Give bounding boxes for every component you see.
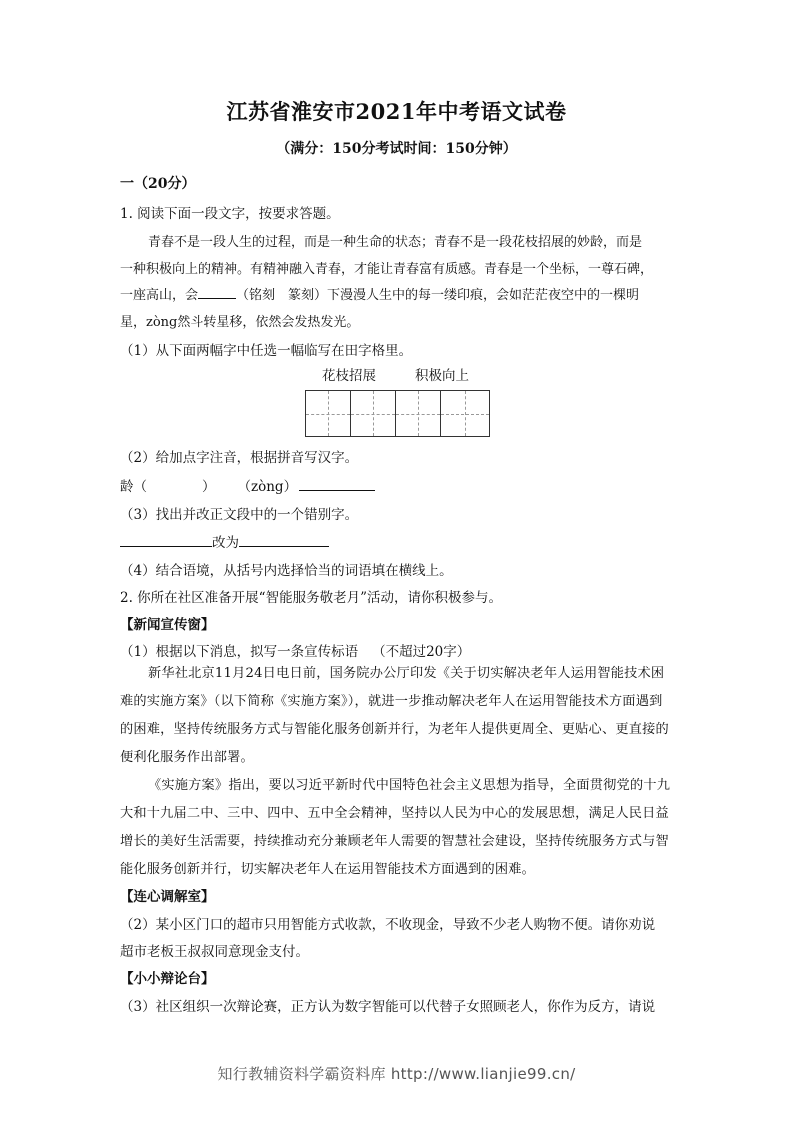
section-heading: 一（20分） (120, 176, 196, 192)
q1-para-line3 (120, 284, 639, 303)
exam-subtitle: （满分：150分考试时间：150分钟） (276, 141, 517, 157)
news-paragraph-1: 新华社北京11月24日电日前，国务院办公厅印发《关于切实解决老年人运用智能技术困难的实施方案》（以下简称《实施方案》），就进一步推动解决老年人在运用智能技术方面遇到的困难，坚持传统服务方式与智能化服务创新并行，为老年人提供更周全、更贴心、更直接的便利化服务作出部署。 (120, 666, 669, 765)
q1-sub1: （1）从下面两幅字中任选一幅临写在田字格里。 (120, 343, 413, 359)
q2-sub2-line1: （2）某小区门口的超市只用智能方式收款，不收现金，导致不少老人购物不便。请你劝说 (120, 917, 656, 933)
q2-sub1-b: （不超过20字） (372, 644, 471, 660)
wrong-char-blank[interactable] (120, 533, 212, 547)
q1-stem: 1. 阅读下面一段文字，按要求答题。 (120, 206, 340, 222)
tianzige-grid (305, 390, 490, 437)
correction-row (120, 531, 329, 551)
q2-stem: 2. 你所在社区准备开展“智能服务敬老月”活动，请你积极参与。 (120, 590, 502, 606)
zong-label: （zòng） (237, 479, 298, 495)
pinyin-row (120, 475, 375, 495)
tianzige-cell[interactable] (440, 390, 490, 437)
q1-sub4: （4）结合语境，从括号内选择恰当的词语填在横线上。 (120, 563, 453, 579)
q2-sub3: （3）社区组织一次辩论赛，正方认为数字智能可以代替子女照顾老人，你作为反方，请说 (120, 999, 656, 1015)
q1-para-line1: 青春不是一段人生的过程，而是一种生命的状态；青春不是一段花枝招展的妙龄，而是 (148, 235, 643, 250)
tianzige-cell[interactable] (350, 390, 396, 437)
q1-sub3: （3）找出并改正文段中的一个错别字。 (120, 507, 359, 523)
copy-text-1: 花枝招展 (322, 368, 376, 384)
zong-blank[interactable] (299, 477, 375, 491)
q2-sub1-a: （1）根据以下消息，拟写一条宣传标语 (120, 644, 359, 660)
correct-char-blank[interactable] (239, 533, 329, 547)
q2-sub1 (120, 640, 470, 660)
ling-close: ） (202, 479, 216, 495)
footer-watermark: 知行教辅资料学霸资料库 http://www.lianjie99.cn/ (217, 1065, 576, 1083)
news-paragraph-2: 《实施方案》指出，要以习近平新时代中国特色社会主义思想为指导，全面贯彻党的十九大和十九届二中、三中、四中、五中全会精神，坚持以人民为中心的发展思想，满足人民日益增长的美好生活需要，持续推动充分兼顾老年人需要的智慧社会建设，坚持传统服务方式与智能化服务创新并行，切实解决老年人在运用智能技术方面遇到的困难。 (120, 778, 671, 877)
copy-text-2: 积极向上 (415, 368, 469, 384)
tianzige-cell[interactable] (305, 390, 351, 437)
tianzige-cell[interactable] (395, 390, 441, 437)
gaiwei-label: 改为 (212, 535, 239, 551)
q1-para-line2: 一种积极向上的精神。有精神融入青春，才能让青春富有质感。青春是一个坐标，一尊石碑， (120, 262, 654, 277)
q1-sub2: （2）给加点字注音，根据拼音写汉字。 (120, 450, 359, 466)
q2-sub2-line2: 超市老板王叔叔同意现金支付。 (120, 944, 309, 960)
q2-tag-debate: 【小小辩论台】 (120, 971, 215, 987)
q2-tag-mediation: 【连心调解室】 (120, 889, 215, 905)
fill-blank[interactable] (198, 285, 236, 299)
q1-para-line4: 星，zòng然斗转星移，依然会发热发光。 (120, 315, 360, 330)
q2-tag-news: 【新闻宣传窗】 (120, 617, 215, 633)
q1-para-line3-b: （铭刻 篆刻）下漫漫人生中的每一缕印痕，会如茫茫夜空中的一棵明 (236, 288, 640, 303)
q1-para-line3-a: 一座高山，会 (120, 288, 199, 303)
exam-title: 江苏省淮安市2021年中考语文试卷 (226, 99, 567, 124)
ling-label: 龄（ (120, 479, 147, 495)
